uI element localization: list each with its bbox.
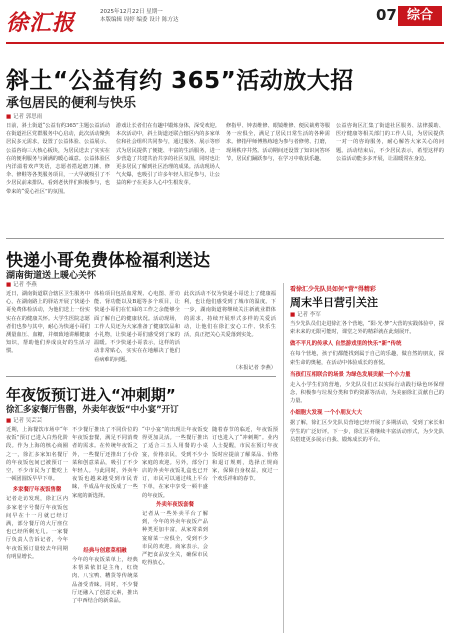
article3-sub2: 经典与创意菜相融 (83, 548, 127, 554)
article3-byline (6, 416, 42, 424)
article2-byline (6, 280, 37, 288)
right-column-sub1: 做不平凡的传承人 自然游戏里的快乐“新”传统 (290, 341, 402, 348)
article3-sub3: 外卖年夜饭套餐 (156, 502, 194, 508)
author-marker-icon: ■ (290, 312, 297, 318)
article3-col2b: 今年的年夜饭菜单上，经典本帮菜依旧是主角，红烧肉、八宝鸭、糟货等传统菜品备受青睐。同时，不少餐厅还融入了创意元素，推出了中西结合的新菜品。 (72, 557, 138, 605)
article1-col1: 日前，斜土街道“公益有约365”主题公益活动在街道社区党群服务中心启动，此次活动聚焦居民多元需求，设置了公益体验、公益展示、公益咨询三大核心板块，为居民送去了实实在在的便利服务与满满的暖心诚意。公益体验区内洋溢着欢声笑语，志愿者搭起磨刀摊、修伞、修鞋等各类服务项目，一大早就吸引了不少居民前来排队。看到老伙伴们积极参与，也带来的“爱心社区”的氛围。 (6, 123, 110, 195)
article3-col2-wrap (72, 426, 138, 636)
article1-col2: 游戏让长者们在有趣中锻炼身体，深受欢迎。本次活动中，斜土街道还联合辖区内的多家单位和社会组织共同参与，通过服务、展示等形式为居民提供了便捷、丰富的生活服务，进一步营造了共建共治共享的社区氛围，同时也让更多居民了解到社区治理的成果。活动现场人气火爆，也吸引了许多年轻人驻足参与，让公益的种子在更多人心中生根发芽。 (116, 123, 220, 187)
article1-rule (6, 238, 444, 239)
article3-col1: 近期，上海餐饮市场中“年夜饭”预订已进入白热化阶段。作为上海的核心商圈之一，徐汇多家知名餐厅的年夜饭包间已被预订一空，不少市民为了能吃上一顿团圆饭早早下单。 (6, 427, 68, 483)
author-marker-icon: ■ (6, 282, 13, 288)
date-line (100, 8, 179, 24)
article2-subhead: 湖南街道送上暖心关怀 (6, 271, 97, 281)
article3-col1b: 记者走访发现，徐汇区内多家老字号餐厅年夜饭包间早在十一月就已经订满，部分餐厅的大厅座位也已经所剩无几。一家餐厅负责人告诉记者，今年年夜饭预订量较去年同期有明显增长。 (6, 496, 68, 560)
newspaper-logo: 徐汇报 (6, 10, 76, 36)
article1-byline (6, 112, 42, 120)
right-column-p3: 据了解，徐汇区少先队员营地已经开展了多期活动，受到了家长和学生的广泛好评。下一步，徐汇区将继续丰富活动形式，为少先队员搭建更多展示自我、锻炼成长的平台。 (290, 420, 444, 443)
article3-col3: “中小宴”的出现让年夜饭变得更加灵活。一些餐厅推出了适合三五人用餐的小桌宴，价格亲民，受到不少小家庭的欢迎。另外，部分门店的外卖年夜饭礼盒也已开订，市民可以通过线上平台下单，在家中享受一顿丰盛的年夜饭。 (142, 427, 208, 498)
right-column-body (290, 320, 444, 636)
right-column-byline-text: 记者 李军 (296, 312, 321, 318)
article3-col4: 随着春节的临近，年夜饭预订也进入了“冲刺期”。业内人士提醒，市民在预订年夜饭时应提前了解菜品、价格和退订规则，选择正规商家，保障自身权益，度过一个欢乐祥和的春节。 (212, 427, 278, 483)
article3-col3-wrap (142, 426, 208, 636)
article3-col3b: 记者从一些外卖平台了解到，今年的外卖年夜饭产品种类更加丰富，从家常菜到宴席菜一应俱全，受到不少市民的欢迎。商家表示，会严把食品安全关，确保市民吃得放心。 (142, 511, 208, 567)
article1-headline: 斜土“公益有约 365”活动放大招 (6, 68, 354, 94)
article2-rule (6, 376, 276, 377)
article2-closing: （本报记者 李燕） (232, 365, 276, 371)
date-line-2: 本版编辑 周婷 编委 设计 陈方达 (100, 17, 179, 23)
article1-col4: 公益咨询区汇集了街道社区服务、法律援助、医疗健康等相关部门的工作人员，为居民提供一对一的咨询服务，耐心解答大家关心的问题。活动结束后，不少居民表示，希望这样的公益活动能多多开展，让温暖常在身边。 (336, 123, 444, 162)
author-marker-icon: ■ (6, 114, 13, 120)
article2-col2: 体检项目包括血常规、心电图、肝功能、肾功能以及B超等多个项目，让快递小哥们在忙碌的工作之余能够全面了解自己的健康状况。活动现场，工作人员还为大家准备了健康饮品和小礼物，让快递小哥们感受到了家的温暖。不少快递小哥表示，这样的活动非常贴心，实实在在地解决了他们看病难的问题。 (94, 291, 180, 363)
right-column-p2: 走入小学生们的营地，少先队员们正以实际行动践行绿色环保理念，积极参与垃圾分类和节约资源等活动，为美丽徐汇贡献自己的力量。 (290, 381, 444, 405)
article2-byline-text: 记者 李燕 (12, 282, 37, 288)
author-marker-icon: ■ (6, 418, 13, 424)
masthead-rule (6, 42, 444, 44)
masthead (0, 0, 450, 44)
article2-col1: 近日，湖南街道联合辖区卫生服务中心，在湖南路上的驿站开展了快递小哥免费体检活动，为他们送上一份实实在在的健康关怀。大学生医院志愿者们也参与其中，耐心为快递小哥们测量血压、血糖，并细致地讲解健康知识，帮助他们养成良好的生活习惯。 (6, 291, 90, 355)
article2-headline: 快递小哥免费体检福利送达 (6, 251, 210, 271)
right-column-sub3: 小细胞大发现 一个小朋友大大 (290, 410, 362, 417)
article3-col2: 不少餐厅推出了不同价位的年夜饭套餐，满足不同消费者的需求。在传统年夜饭之外，一些餐厅还推出了小份菜和创意菜品，吸引了不少年轻人。与此同时，外卖年夜饭也越来越受到市民青睐，半成品年夜饭成了一些家庭的新选择。 (72, 427, 138, 499)
article3-byline-text: 记者 吴芸芸 (12, 418, 43, 424)
article1-subhead: 承包居民的便利与快乐 (6, 96, 137, 111)
right-column-p1: 在每个营地，孩子们都能找到属于自己的乐趣，做自然的朋友，探索生命的奥秘，在活动中体验成长的喜悦。 (290, 351, 444, 366)
date-line-1: 2025年12月22日 星期一 (100, 9, 163, 15)
right-column-rule (283, 283, 284, 633)
article2-col3: 此次活动不仅为快递小哥送上了健康福利，也让他们感受到了城市的温度。下一步，湖南街道将继续关注新就业群体的需求，持续开展形式多样的关爱活动，让他们在徐汇安心工作、快乐生活，真正把关心关爱落到实处。 (184, 291, 276, 339)
page-number: 07 (376, 6, 397, 24)
right-column-byline (290, 310, 321, 318)
right-column-intro: 当少先队员们走进徐汇各个营地，“阳·光·梦”大营的实践体验中，探索未来的无限可能时，课堂之外的精彩就在此刻展开。 (290, 321, 444, 336)
article3-subhead: 徐汇多家餐厅售罄，外卖年夜饭“中小宴”开订 (6, 405, 179, 415)
article1-col3: 修指甲、钟表维修、眼镜维修、便民裁剪等服务一应俱全，满足了居民日常生活的各种需求。修指甲师傅熟练地为参与者修剪、打磨，现场秩序井然。活动期间还设置了知识问答环节，居民们踊跃参与，在学习中收获乐趣。 (226, 123, 330, 162)
right-column-sub2: 当孩们互相联合的场景 为绿色发展贡献一个小力量 (290, 371, 411, 378)
section-badge: 综合 (398, 6, 442, 26)
right-column-headline: 周末半日营引关注 (290, 296, 378, 309)
article1-byline-text: 记者 郭思雨 (12, 114, 43, 120)
article3-col1-wrap (6, 426, 68, 636)
right-column-kicker: 看徐汇少先队员如何“营”得精彩 (290, 286, 376, 293)
article3-headline: 年夜饭预订进入“冲刺期” (6, 386, 176, 404)
article3-sub1: 多家餐厅年夜饭售罄 (12, 487, 62, 494)
